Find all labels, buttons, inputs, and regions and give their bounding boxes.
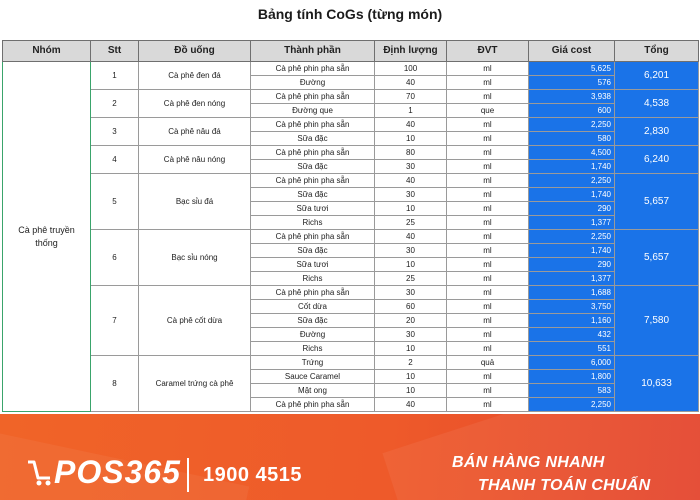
cost-cell[interactable]: 1,740 xyxy=(529,160,615,174)
quantity-cell[interactable]: 40 xyxy=(375,174,447,188)
spreadsheet xyxy=(0,28,700,414)
stt-cell[interactable]: 6 xyxy=(91,230,139,286)
quantity-cell[interactable]: 25 xyxy=(375,216,447,230)
unit-cell[interactable]: ml xyxy=(447,244,529,258)
ingredient-cell[interactable]: Sữa đặc xyxy=(251,132,375,146)
unit-cell[interactable]: ml xyxy=(447,370,529,384)
quantity-cell[interactable]: 2 xyxy=(375,356,447,370)
ingredient-cell[interactable]: Sữa đặc xyxy=(251,188,375,202)
total-cell[interactable]: 6,201 xyxy=(615,62,699,90)
footer-banner xyxy=(0,414,700,500)
quantity-cell[interactable]: 40 xyxy=(375,76,447,90)
unit-cell[interactable]: ml xyxy=(447,174,529,188)
unit-cell[interactable]: ml xyxy=(447,160,529,174)
ingredient-cell[interactable]: Đường que xyxy=(251,104,375,118)
table-row xyxy=(3,286,699,300)
unit-cell[interactable]: ml xyxy=(447,384,529,398)
cost-cell[interactable]: 1,377 xyxy=(529,272,615,286)
cost-cell[interactable]: 3,750 xyxy=(529,300,615,314)
cost-cell[interactable]: 1,377 xyxy=(529,216,615,230)
quantity-cell[interactable]: 10 xyxy=(375,370,447,384)
unit-cell[interactable]: ml xyxy=(447,76,529,90)
unit-cell[interactable]: ml xyxy=(447,272,529,286)
quantity-cell[interactable]: 40 xyxy=(375,118,447,132)
header-drink[interactable]: Đồ uống xyxy=(139,41,251,62)
cost-cell[interactable]: 1,160 xyxy=(529,314,615,328)
ingredient-cell[interactable]: Richs xyxy=(251,272,375,286)
header-ingredient[interactable]: Thành phần xyxy=(251,41,375,62)
cost-cell[interactable]: 290 xyxy=(529,258,615,272)
ingredient-cell[interactable]: Sữa đặc xyxy=(251,314,375,328)
cost-cell[interactable]: 5,625 xyxy=(529,62,615,76)
hotline: 1900 4515 xyxy=(203,464,303,486)
quantity-cell[interactable]: 30 xyxy=(375,244,447,258)
quantity-cell[interactable]: 1 xyxy=(375,104,447,118)
unit-cell[interactable]: ml xyxy=(447,146,529,160)
unit-cell[interactable]: ml xyxy=(447,328,529,342)
unit-cell[interactable]: ml xyxy=(447,300,529,314)
table-row xyxy=(3,230,699,244)
ingredient-cell[interactable]: Cà phê phin pha sẵn xyxy=(251,286,375,300)
cost-cell[interactable]: 551 xyxy=(529,342,615,356)
quantity-cell[interactable]: 10 xyxy=(375,384,447,398)
stt-cell[interactable]: 1 xyxy=(91,62,139,90)
unit-cell[interactable]: ml xyxy=(447,90,529,104)
quantity-cell[interactable]: 40 xyxy=(375,398,447,412)
slogan-line-2: THANH TOÁN CHUẨN xyxy=(478,477,651,494)
quantity-cell[interactable]: 60 xyxy=(375,300,447,314)
unit-cell[interactable]: ml xyxy=(447,398,529,412)
drink-cell[interactable]: Cà phê đen đá xyxy=(139,62,251,90)
drink-cell[interactable]: Bạc sỉu đá xyxy=(139,174,251,230)
total-cell[interactable]: 5,657 xyxy=(615,174,699,230)
cost-cell[interactable]: 1,740 xyxy=(529,244,615,258)
total-cell[interactable]: 6,240 xyxy=(615,146,699,174)
ingredient-cell[interactable]: Cà phê phin pha sẵn xyxy=(251,146,375,160)
stt-cell[interactable]: 2 xyxy=(91,90,139,118)
quantity-cell[interactable]: 10 xyxy=(375,258,447,272)
unit-cell[interactable]: ml xyxy=(447,188,529,202)
cost-cell[interactable]: 1,688 xyxy=(529,286,615,300)
unit-cell[interactable]: ml xyxy=(447,118,529,132)
stt-cell[interactable]: 3 xyxy=(91,118,139,146)
quantity-cell[interactable]: 25 xyxy=(375,272,447,286)
ingredient-cell[interactable]: Mật ong xyxy=(251,384,375,398)
table-row xyxy=(3,90,699,104)
ingredient-cell[interactable]: Cà phê phin pha sẵn xyxy=(251,90,375,104)
unit-cell[interactable]: quả xyxy=(447,356,529,370)
unit-cell[interactable]: ml xyxy=(447,216,529,230)
drink-cell[interactable]: Cà phê nâu nóng xyxy=(139,146,251,174)
slogan-line-1: BÁN HÀNG NHANH xyxy=(452,454,605,471)
quantity-cell[interactable]: 100 xyxy=(375,62,447,76)
group-cell[interactable]: Cà phê truyền thống xyxy=(3,62,91,412)
header-stt[interactable]: Stt xyxy=(91,41,139,62)
pos365-logo xyxy=(26,452,181,492)
cost-cell[interactable]: 1,740 xyxy=(529,188,615,202)
ingredient-cell[interactable]: Cà phê phin pha sẵn xyxy=(251,230,375,244)
table-body xyxy=(3,62,699,412)
drink-cell[interactable]: Cà phê đen nóng xyxy=(139,90,251,118)
cost-cell[interactable]: 432 xyxy=(529,328,615,342)
ingredient-cell[interactable]: Cốt dừa xyxy=(251,300,375,314)
total-cell[interactable]: 4,538 xyxy=(615,90,699,118)
stt-cell[interactable]: 8 xyxy=(91,356,139,412)
quantity-cell[interactable]: 20 xyxy=(375,314,447,328)
unit-cell[interactable]: ml xyxy=(447,342,529,356)
quantity-cell[interactable]: 30 xyxy=(375,328,447,342)
quantity-cell[interactable]: 70 xyxy=(375,90,447,104)
unit-cell[interactable]: ml xyxy=(447,230,529,244)
cost-cell[interactable]: 580 xyxy=(529,132,615,146)
cost-cell[interactable]: 2,250 xyxy=(529,398,615,412)
header-quantity[interactable]: Định lượng xyxy=(375,41,447,62)
cost-cell[interactable]: 290 xyxy=(529,202,615,216)
drink-cell[interactable]: Cà phê cốt dừa xyxy=(139,286,251,356)
total-cell[interactable]: 10,633 xyxy=(615,356,699,412)
total-cell[interactable]: 5,657 xyxy=(615,230,699,286)
cost-cell[interactable]: 6,000 xyxy=(529,356,615,370)
drink-cell[interactable]: Caramel trứng cà phê xyxy=(139,356,251,412)
cost-cell[interactable]: 2,250 xyxy=(529,174,615,188)
header-cost[interactable]: Giá cost xyxy=(529,41,615,62)
header-group[interactable]: Nhóm xyxy=(3,41,91,62)
ingredient-cell[interactable]: Đường xyxy=(251,328,375,342)
cart-icon xyxy=(26,456,54,488)
total-cell[interactable]: 7,580 xyxy=(615,286,699,356)
footer-divider xyxy=(187,458,189,492)
header-total[interactable]: Tổng xyxy=(615,41,699,62)
cogs-table xyxy=(2,40,699,412)
quantity-cell[interactable]: 30 xyxy=(375,188,447,202)
sheet-title: Bảng tính CoGs (từng món) xyxy=(257,6,443,22)
quantity-cell[interactable]: 10 xyxy=(375,202,447,216)
cost-cell[interactable]: 1,800 xyxy=(529,370,615,384)
header-row xyxy=(3,41,699,62)
ingredient-cell[interactable]: Sauce Caramel xyxy=(251,370,375,384)
quantity-cell[interactable]: 30 xyxy=(375,160,447,174)
table-row xyxy=(3,356,699,370)
ingredient-cell[interactable]: Richs xyxy=(251,216,375,230)
quantity-cell[interactable]: 30 xyxy=(375,286,447,300)
cost-cell[interactable]: 4,500 xyxy=(529,146,615,160)
unit-cell[interactable]: ml xyxy=(447,286,529,300)
unit-cell[interactable]: ml xyxy=(447,202,529,216)
ingredient-cell[interactable]: Cà phê phin pha sẵn xyxy=(251,62,375,76)
stt-cell[interactable]: 4 xyxy=(91,146,139,174)
ingredient-cell[interactable]: Sữa tươi xyxy=(251,258,375,272)
total-cell[interactable]: 2,830 xyxy=(615,118,699,146)
header-unit[interactable]: ĐVT xyxy=(447,41,529,62)
quantity-cell[interactable]: 40 xyxy=(375,230,447,244)
table-row xyxy=(3,174,699,188)
ingredient-cell[interactable]: Cà phê phin pha sẵn xyxy=(251,174,375,188)
stt-cell[interactable]: 7 xyxy=(91,286,139,356)
quantity-cell[interactable]: 10 xyxy=(375,342,447,356)
stt-cell[interactable]: 5 xyxy=(91,174,139,230)
unit-cell[interactable]: ml xyxy=(447,62,529,76)
ingredient-cell[interactable]: Cà phê phin pha sẵn xyxy=(251,398,375,412)
cost-cell[interactable]: 2,250 xyxy=(529,118,615,132)
unit-cell[interactable]: ml xyxy=(447,258,529,272)
cost-cell[interactable]: 583 xyxy=(529,384,615,398)
cost-cell[interactable]: 576 xyxy=(529,76,615,90)
unit-cell[interactable]: ml xyxy=(447,132,529,146)
unit-cell[interactable]: que xyxy=(447,104,529,118)
ingredient-cell[interactable]: Cà phê phin pha sẵn xyxy=(251,118,375,132)
ingredient-cell[interactable]: Sữa đặc xyxy=(251,244,375,258)
ingredient-cell[interactable]: Sữa tươi xyxy=(251,202,375,216)
cost-cell[interactable]: 2,250 xyxy=(529,230,615,244)
drink-cell[interactable]: Bạc sỉu nóng xyxy=(139,230,251,286)
ingredient-cell[interactable]: Trứng xyxy=(251,356,375,370)
table-row xyxy=(3,146,699,160)
unit-cell[interactable]: ml xyxy=(447,314,529,328)
cost-cell[interactable]: 600 xyxy=(529,104,615,118)
ingredient-cell[interactable]: Richs xyxy=(251,342,375,356)
cost-cell[interactable]: 3,938 xyxy=(529,90,615,104)
ingredient-cell[interactable]: Đường xyxy=(251,76,375,90)
ingredient-cell[interactable]: Sữa đặc xyxy=(251,160,375,174)
quantity-cell[interactable]: 80 xyxy=(375,146,447,160)
logo-text: POS365 xyxy=(54,454,181,490)
table-row xyxy=(3,118,699,132)
quantity-cell[interactable]: 10 xyxy=(375,132,447,146)
drink-cell[interactable]: Cà phê nâu đá xyxy=(139,118,251,146)
table-row xyxy=(3,62,699,76)
